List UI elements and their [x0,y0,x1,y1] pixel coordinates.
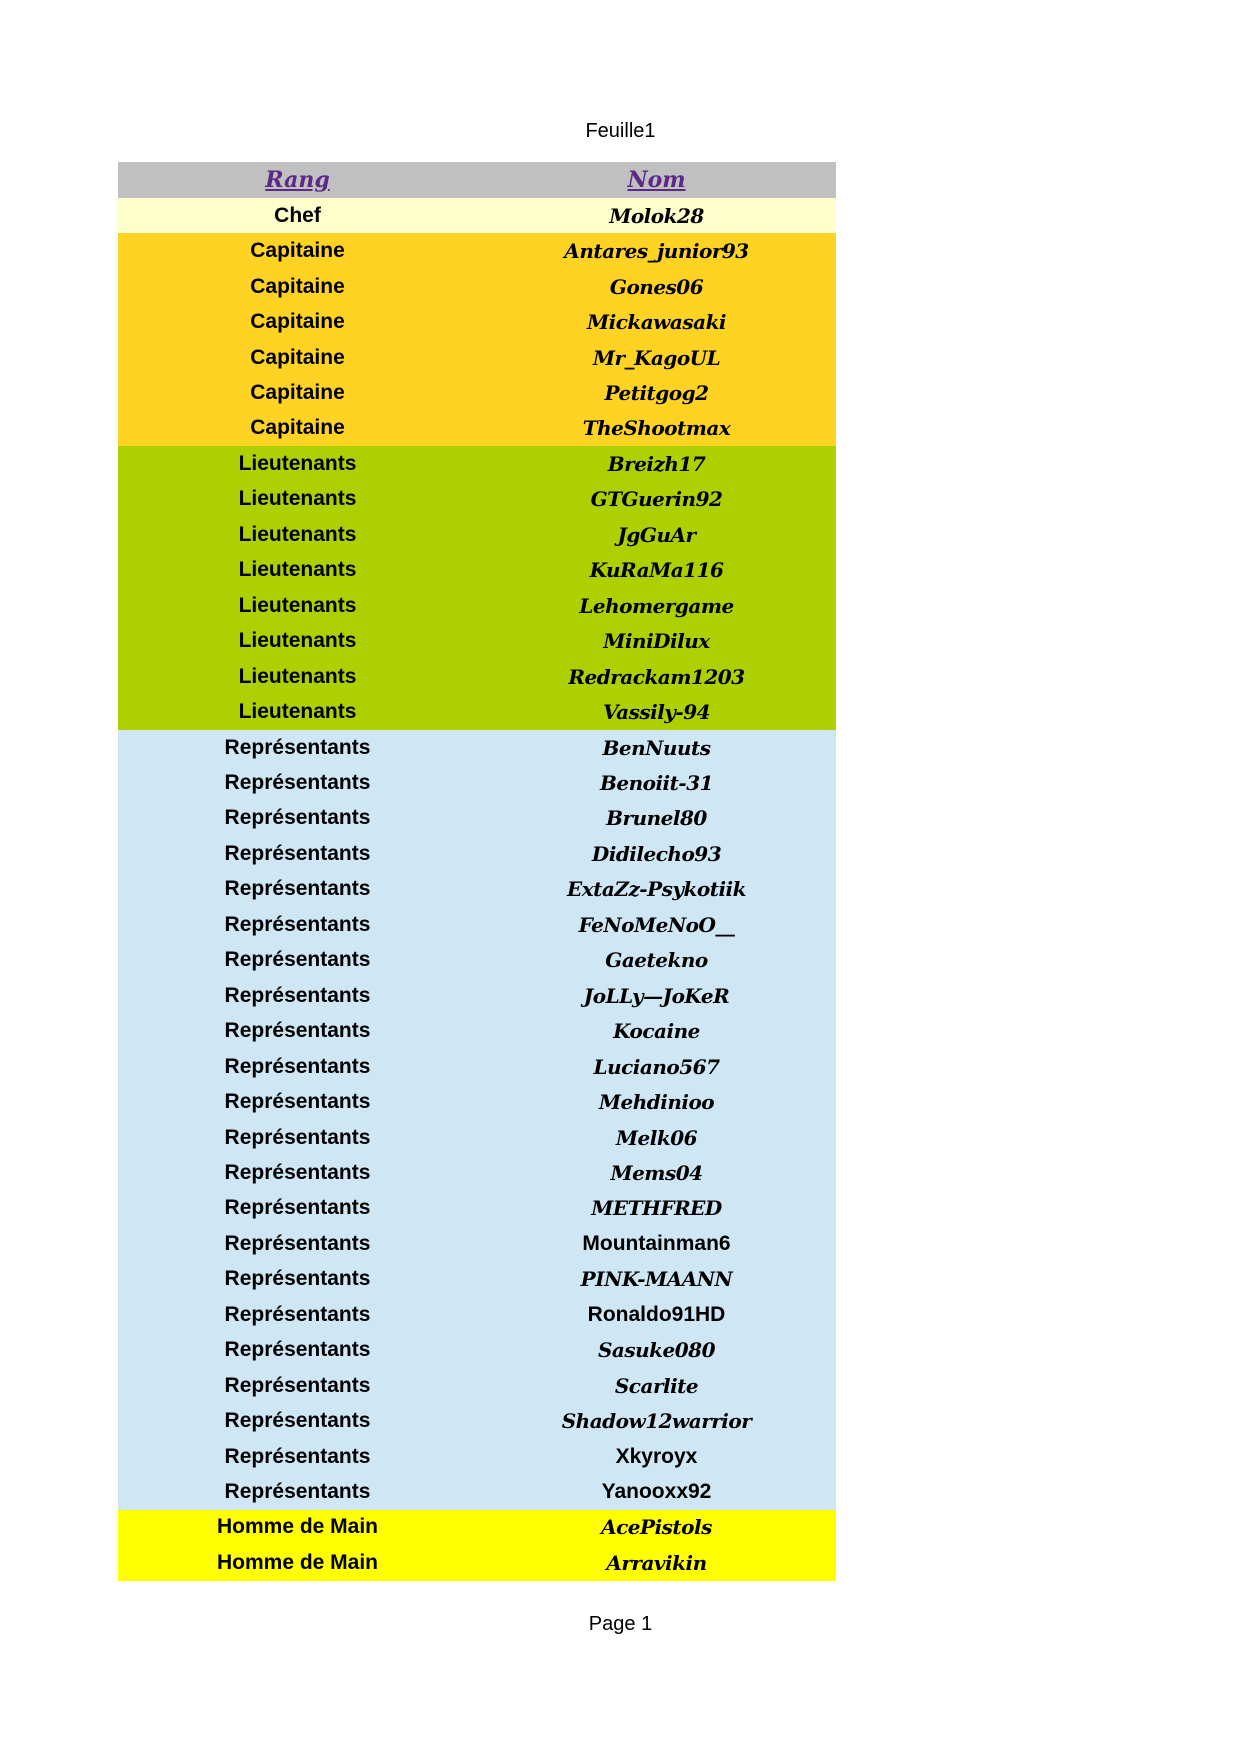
nom-cell: PINK-MAANN [580,1267,733,1292]
nom-cell: Luciano567 [593,1054,720,1079]
table-row [118,1545,836,1580]
nom-cell: Lehomergame [579,593,734,618]
rang-cell: Représentants [224,1373,371,1397]
table-row [118,623,836,658]
rang-cell: Représentants [224,1338,371,1362]
table-row [118,1333,836,1368]
nom-cell: ExtaZz-Psykotiik [566,877,747,902]
rang-cell: Représentants [224,1196,371,1220]
table-row [118,765,836,800]
nom-cell: Mountainman6 [582,1231,731,1255]
rang-cell: Homme de Main [216,1515,379,1539]
rang-cell: Représentants [224,1019,371,1043]
nom-cell: TheShootmax [582,416,731,441]
table-row [118,588,836,623]
table-row [118,233,836,268]
nom-cell: METHFRED [591,1196,722,1221]
rang-cell: Lieutenants [238,558,357,582]
nom-cell: GTGuerin92 [590,487,723,512]
rang-cell: Représentants [224,735,371,759]
rang-cell: Représentants [224,1409,371,1433]
nom-cell: BenNuuts [602,735,711,760]
table-row [118,446,836,481]
rang-cell: Capitaine [250,274,345,298]
nom-cell: Yanooxx92 [601,1480,712,1504]
nom-cell: Mems04 [610,1160,703,1185]
table-row [118,1262,836,1297]
nom-cell: Benoiit-31 [599,770,714,795]
table-row [118,1368,836,1403]
table-row [118,907,836,942]
table-row [118,1084,836,1119]
nom-cell: AcePistols [601,1515,712,1540]
nom-cell: FeNoMeNoO__ [578,912,735,937]
rang-cell: Représentants [224,948,371,972]
table-row [118,1049,836,1084]
column-header-nom: Nom [627,167,686,193]
nom-cell: Kocaine [613,1019,700,1044]
table-row [118,1297,836,1332]
rang-cell: Représentants [224,983,371,1007]
table-row [118,1191,836,1226]
rang-cell: Représentants [224,1160,371,1184]
rang-cell: Représentants [224,1125,371,1149]
rang-cell: Représentants [224,1480,371,1504]
nom-cell: Gaetekno [605,948,708,973]
rang-cell: Lieutenants [238,451,357,475]
table-row [118,1403,836,1438]
nom-cell: Redrackam1203 [568,664,745,689]
rang-cell: Représentants [224,1054,371,1078]
table-header [118,162,836,198]
nom-cell: Scarlite [614,1373,699,1398]
table-row [118,872,836,907]
page-number: Page 1 [588,1613,653,1635]
nom-cell: JoLLy—JoKeR [583,983,730,1008]
nom-cell: Melk06 [615,1125,698,1150]
rang-cell: Lieutenants [238,700,357,724]
rang-cell: Représentants [224,806,371,830]
rang-cell: Lieutenants [238,522,357,546]
rang-cell: Capitaine [250,345,345,369]
table-row [118,801,836,836]
table-row [118,411,836,446]
table-row [118,198,836,233]
rang-cell: Lieutenants [238,629,357,653]
column-header-rang: Rang [265,167,330,193]
table-row [118,1439,836,1474]
rang-cell: Chef [274,203,321,227]
rang-cell: Représentants [224,1267,371,1291]
nom-cell: Didilecho93 [591,841,722,866]
table-row [118,1226,836,1261]
table-row [118,836,836,871]
nom-cell: Antares_junior93 [564,239,749,264]
table-row [118,1155,836,1190]
rang-cell: Représentants [224,1090,371,1114]
nom-cell: Mr_KagoUL [592,345,721,370]
table-row [118,1510,836,1545]
table-row [118,978,836,1013]
table-row [118,1120,836,1155]
nom-cell: KuRaMa116 [589,558,724,583]
nom-cell: Brunel80 [606,806,707,831]
rang-cell: Représentants [224,1231,371,1255]
nom-cell: Molok28 [609,203,704,228]
nom-cell: Petitgog2 [604,380,709,405]
table-row [118,659,836,694]
nom-cell: Sasuke080 [597,1338,716,1363]
table-row [118,1474,836,1509]
rang-cell: Capitaine [250,416,345,440]
table-row [118,1013,836,1048]
nom-cell: Breizh17 [607,451,706,476]
rang-cell: Lieutenants [238,487,357,511]
sheet-title: Feuille1 [585,120,656,142]
table-row [118,304,836,339]
nom-cell: Arravikin [606,1550,707,1575]
table-row [118,517,836,552]
nom-cell: MiniDilux [603,629,710,654]
table-row [118,375,836,410]
table-row [118,269,836,304]
nom-cell: Gones06 [609,274,704,299]
rang-cell: Lieutenants [238,664,357,688]
rang-cell: Représentants [224,1302,371,1326]
nom-cell: Vassily-94 [602,700,711,725]
rang-cell: Homme de Main [216,1550,379,1574]
rang-cell: Lieutenants [238,593,357,617]
rang-cell: Capitaine [250,380,345,404]
nom-cell: Mickawasaki [586,310,727,335]
table-row [118,943,836,978]
table-row [118,553,836,588]
rang-cell: Représentants [224,841,371,865]
nom-cell: JgGuAr [617,522,696,547]
rang-cell: Capitaine [250,310,345,334]
rang-cell: Représentants [224,770,371,794]
rang-cell: Représentants [224,1444,371,1468]
table-row [118,730,836,765]
rang-cell: Représentants [224,912,371,936]
nom-cell: Xkyroyx [615,1444,698,1468]
rang-cell: Représentants [224,877,371,901]
table-row [118,482,836,517]
nom-cell: Shadow12warrior [561,1409,752,1434]
table-body [118,198,836,1581]
roster-table [118,162,836,1581]
nom-cell: Mehdinioo [598,1090,715,1115]
table-row [118,694,836,729]
rang-cell: Capitaine [250,239,345,263]
nom-cell: Ronaldo91HD [587,1302,726,1326]
table-row [118,340,836,375]
